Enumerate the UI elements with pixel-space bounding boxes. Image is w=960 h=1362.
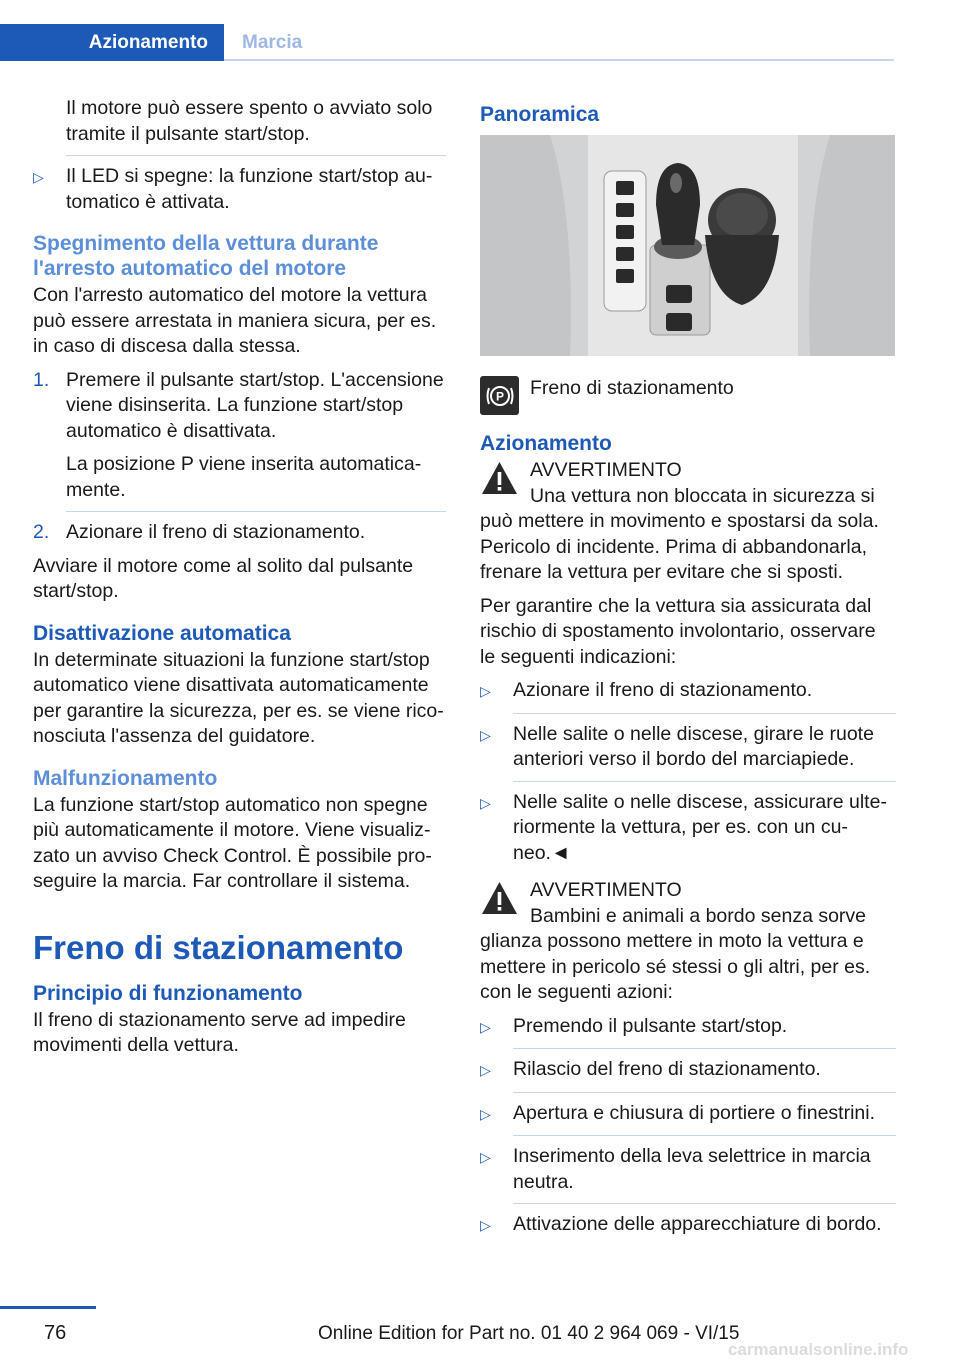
- warning-triangle-icon: [480, 460, 519, 496]
- heading-spegnimento: Spegnimento della vettura durante l'arresto automatico del motore: [33, 232, 379, 280]
- triangle-right-icon: ▷: [480, 794, 491, 811]
- list-item: [480, 722, 896, 773]
- list-item-text: Rilascio del freno di stazionamento.: [513, 1058, 821, 1080]
- paragraph-malfunzionamento: La funzione start/stop automatico non spegne più automaticamente il motore. Viene visualizzato un avviso Check Control. È possibile proseguire la marcia. Far controllare il sistema.: [33, 793, 432, 892]
- warning-title: AVVERTIMENTO: [530, 879, 682, 901]
- heading-panoramica: Panoramica: [480, 103, 600, 126]
- list-item: [480, 1212, 896, 1239]
- heading-principio: Principio di funzionamento: [33, 981, 303, 1005]
- divider: [513, 781, 896, 782]
- list-item-text: Apertura e chiusura di portiere o finestrini.: [513, 1101, 876, 1124]
- intro-paragraph: Il motore può essere spento o avviato solo tramite il pulsante start/stop.: [66, 97, 433, 145]
- page-number: 76: [44, 1322, 67, 1344]
- divider: [513, 713, 896, 714]
- header-rule: [224, 59, 894, 61]
- step-number: 2.: [33, 521, 50, 543]
- heading-malfunzionamento: Malfunzionamento: [33, 766, 218, 790]
- divider: [513, 1203, 896, 1204]
- list-item-text: Inserimento della leva selettrice in marcia neutra.: [513, 1145, 871, 1193]
- divider: [513, 1135, 896, 1136]
- divider: [66, 511, 446, 512]
- list-item: [480, 790, 896, 867]
- list-item-text: Nelle salite o nelle discese, assicurare ulteriormente la vettura, per es. con un cuneo.◄: [513, 790, 887, 864]
- edition-text: Online Edition for Part no. 01 40 2 964 069 - VI/15: [318, 1323, 740, 1344]
- paragraph-disattivazione: In determinate situazioni la funzione start/stop automatico viene disattivata automaticamente per garantire la sicurezza, per es. se viene riconosciuta l'assenza del guidatore.: [33, 648, 444, 747]
- triangle-right-icon: ▷: [480, 1217, 491, 1233]
- list-item: [480, 678, 896, 705]
- paragraph-avviare: Avviare il motore come al solito dal pulsante start/stop.: [33, 554, 414, 602]
- divider: [66, 155, 446, 156]
- list-item: [480, 1144, 896, 1195]
- list-item: [480, 1014, 896, 1041]
- warning-text-rest: glianza possono mettere in moto la vettura e mettere in pericolo sé stessi o gli altri, per es. con le seguenti azioni:: [480, 930, 871, 1003]
- triangle-right-icon: ▷: [480, 683, 491, 699]
- list-item: [33, 164, 446, 215]
- triangle-right-icon: ▷: [480, 726, 491, 743]
- step-number: 1.: [33, 368, 50, 391]
- heading-disattivazione: Disattivazione automatica: [33, 621, 291, 645]
- warning-block: [480, 458, 896, 586]
- watermark: carmanualsonline.info: [728, 1340, 909, 1359]
- triangle-right-icon: ▷: [33, 169, 44, 185]
- section-title-freno: Freno di stazionamento: [33, 928, 404, 966]
- warning-text: Una vettura non bloccata in sicurezza si: [530, 484, 875, 507]
- step-item: [33, 368, 446, 504]
- parking-brake-legend: [480, 376, 896, 415]
- triangle-right-icon: ▷: [480, 1018, 491, 1035]
- divider: [513, 1048, 896, 1049]
- triangle-right-icon: ▷: [480, 1149, 491, 1165]
- paragraph-principio: Il freno di stazionamento serve ad impedire movimenti della vettura.: [33, 1008, 406, 1056]
- left-column: [33, 96, 446, 1067]
- heading-azionamento: Azionamento: [480, 432, 612, 455]
- step-text: Premere il pulsante start/stop. L'accensione viene disinserita. La funzione start/stop automatico è disattivata.: [66, 368, 444, 442]
- paragraph-spegnimento: Con l'arresto automatico del motore la vettura può essere arrestata in maniera sicura, per es. in caso di discesa dalla stessa.: [33, 284, 437, 357]
- list-item: [480, 1057, 896, 1084]
- legend-label: Freno di stazionamento: [530, 377, 734, 399]
- step-item: [33, 520, 446, 546]
- footer-rule: [0, 1306, 96, 1309]
- list-item-text: Premendo il pulsante start/stop.: [513, 1014, 788, 1037]
- page-header: [0, 0, 894, 62]
- tab-marcia[interactable]: Marcia: [242, 31, 303, 53]
- warning-block: [480, 878, 896, 1006]
- warning-text-rest: può mettere in movimento e spostarsi da sola. Pericolo di incidente. Prima di abbandonarla, frenare la vettura per evitare che si sposti.: [480, 510, 879, 583]
- divider: [513, 1092, 896, 1093]
- svg-text:P: P: [495, 389, 504, 403]
- paragraph-garantire: Per garantire che la vettura sia assicurata dal rischio di spostamento involontario, osservare le seguenti indicazioni:: [480, 594, 876, 668]
- triangle-right-icon: ▷: [480, 1105, 491, 1122]
- list-item-text: Attivazione delle apparecchiature di bordo.: [513, 1213, 882, 1235]
- warning-text: Bambini e animali a bordo senza sorve: [530, 904, 867, 927]
- list-item: [480, 1101, 896, 1128]
- step-extra: La posizione P viene inserita automaticamente.: [66, 453, 422, 501]
- warning-triangle-icon: [480, 880, 519, 916]
- warning-title: AVVERTIMENTO: [530, 459, 682, 481]
- right-column: [480, 96, 896, 1247]
- triangle-right-icon: ▷: [480, 1062, 491, 1078]
- list-item-text: Nelle salite o nelle discese, girare le ruote anteriori verso il bordo del marciapiede.: [513, 722, 874, 770]
- center-console-image: [480, 135, 895, 356]
- step-text: Azionare il freno di stazionamento.: [66, 521, 366, 543]
- tab-azionamento[interactable]: Azionamento: [0, 24, 224, 61]
- parking-brake-icon: [480, 376, 519, 415]
- list-item-text: Il LED si spegne: la funzione start/stop automatico è attivata.: [66, 165, 433, 213]
- list-item-text: Azionare il freno di stazionamento.: [513, 679, 813, 701]
